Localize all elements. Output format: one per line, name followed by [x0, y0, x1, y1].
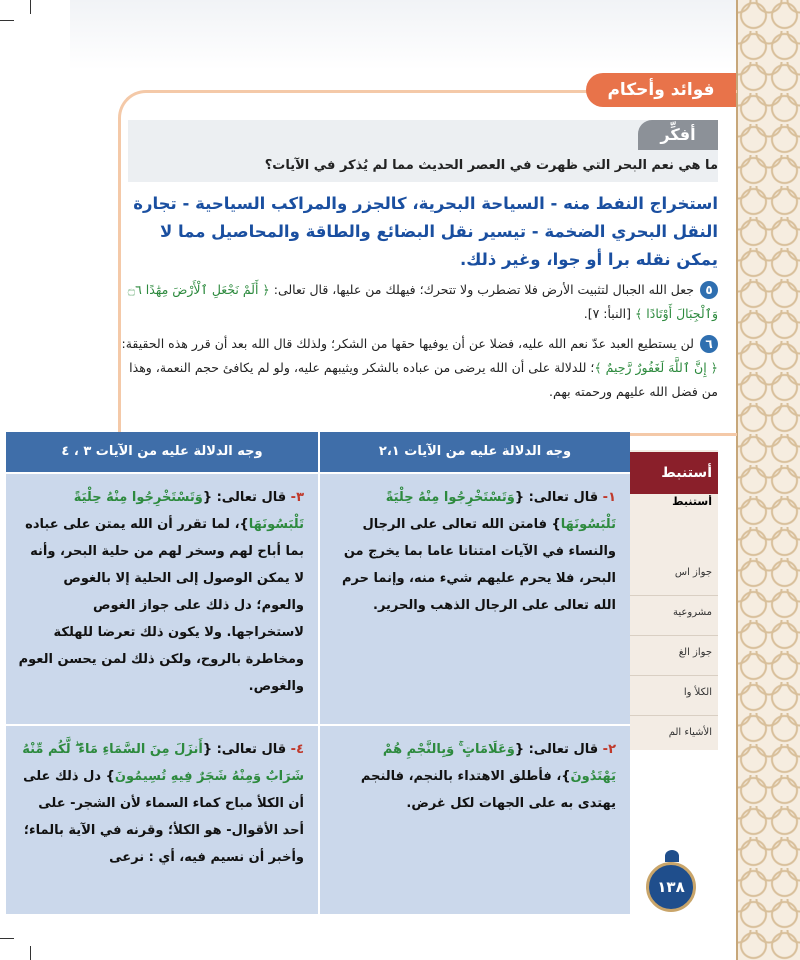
side-activity-row — [622, 675, 718, 716]
decorative-border — [736, 0, 800, 960]
crop-mark — [30, 0, 31, 14]
point-text-after: ؛ للدلالة على أن الله يرضى من عباده بالشكر ويثيبهم عليه، ولو لم يكافئ حجم النعمة، وهذا من فضل الله عليهم ورحمته بهم. — [129, 360, 718, 399]
page-number: ١٣٨ — [646, 862, 696, 912]
table-cell — [6, 726, 318, 914]
think-answer: استخراج النفط منه - السياحة البحرية، كالجزر والمراكب السياحية - تجارة النقل البحري الضخمة - تيسير نقل البضائع والطاقة والمحاصيل مما لا يمكن نقله برا أو جوا، وغير ذلك. — [133, 194, 718, 269]
side-row-label: الكلأ وا — [683, 687, 712, 698]
side-activity-row — [622, 595, 718, 636]
quran-verse: وَعَلَامَاتٍ ۚ وَبِالنَّجْمِ هُمْ يَهْتَدُونَ — [382, 742, 616, 784]
cell-body: }، لما تقرر أن الله يمتن على عباده بما أباح لهم وسخر لهم من حلية البحر، وأنه لا يمكن الوصول إلى الحلية إلا بالغوص والعوم؛ دل ذلك على جواز الغوص لاستخراجها. ولا يكون ذلك تعرضا للهلكة ومخاطرة بالروح، ولكن ذلك لمن يحسن العوم والغوص. — [18, 517, 304, 694]
cell-lead: قال تعالى: { — [202, 742, 291, 757]
cell-number: ٤- — [290, 742, 304, 757]
crop-mark — [0, 20, 14, 21]
evidence-table — [6, 432, 630, 914]
crop-mark — [30, 946, 31, 960]
cell-number: ٢- — [602, 742, 616, 757]
table-cell — [6, 474, 318, 724]
table-cell — [320, 726, 630, 914]
side-footer-label: الأشياء الم — [668, 727, 712, 738]
quran-verse: ﴿ إِنَّ ٱللَّهَ لَغَفُورٌ رَّحِيمٌ ﴾ — [594, 360, 718, 375]
side-activity-row — [622, 635, 718, 676]
table-cell — [320, 474, 630, 724]
side-activity-subtitle: أستنبط — [672, 495, 712, 508]
page-number-ornament — [665, 850, 679, 862]
side-activity-title: أستنبط — [622, 452, 718, 494]
quran-verse: وَتَسْتَخْرِجُوا مِنْهُ حِلْيَةً تَلْبَسُونَهَا — [385, 490, 616, 532]
cell-lead: قال تعالى: { — [202, 490, 291, 505]
page-top-shade — [70, 0, 736, 70]
crop-mark — [0, 938, 14, 939]
side-activity-footer — [622, 715, 718, 755]
cell-number: ١- — [602, 490, 616, 505]
point-item — [118, 278, 718, 326]
point-text: جعل الله الجبال لتثبيت الأرض فلا تضطرب ولا تتحرك؛ فيهلك من عليها، قال تعالى: — [269, 282, 694, 297]
side-row-label: جواز اس — [674, 567, 712, 578]
side-row-label: مشروعية — [673, 607, 712, 618]
point-reference: [النبأ: ٧]. — [583, 306, 635, 321]
point-item — [118, 332, 718, 404]
point-number: ٥ — [700, 281, 718, 299]
cell-body: }، فأطلق الاهتداء بالنجم، فالنجم يهتدى به على الجهات لكل غرض. — [360, 769, 616, 811]
side-row-label: جواز الغ — [678, 647, 712, 658]
cell-body: } فامتن الله تعالى على الرجال والنساء في الآيات امتنانا عاما بما يخرج من البحر، فلا يحرم عليهم شيء منه، وإنما حرم الله تعالى على الرجال الذهب والحرير. — [342, 517, 616, 613]
think-label: أفكِّر — [638, 120, 718, 150]
cell-number: ٣- — [290, 490, 304, 505]
quran-verse: وَتَسْتَخْرِجُوا مِنْهُ حِلْيَةً تَلْبَسُونَهَا — [73, 490, 304, 532]
cell-lead: قال تعالى: { — [514, 490, 603, 505]
quran-verse: ﴿ أَلَمْ نَجْعَلِ ٱلْأَرْضَ مِهَٰدًا ۝٦ وَٱلْجِبَالَ أَوْتَادًا ﴾ — [127, 282, 718, 321]
table-header: وجه الدلالة عليه من الآيات ٢،١ — [320, 432, 630, 472]
cell-body: } دل ذلك على أن الكلأ مباح كماء السماء لأن الشجر- على أحد الأقوال- هو الكلأ؛ وقرنه في الآية بالماء؛ وأخبر أن نسيم فيه، أي : نرعى — [23, 769, 304, 865]
quran-verse: أَنزَلَ مِنَ السَّمَاءِ مَاءً ۖ لَّكُم مِّنْهُ شَرَابٌ وَمِنْهُ شَجَرٌ فِيهِ تُسِيمُونَ — [22, 742, 304, 784]
table-header: وجه الدلالة عليه من الآيات ٣ ، ٤ — [6, 432, 318, 472]
point-number: ٦ — [700, 335, 718, 353]
section-title: فوائد وأحكام — [586, 73, 736, 107]
side-activity-row — [622, 555, 718, 596]
cell-lead: قال تعالى: { — [514, 742, 603, 757]
think-question: ما هي نعم البحر التي ظهرت في العصر الحديث مما لم يُذكر في الآيات؟ — [264, 158, 718, 173]
point-text: لن يستطيع العبد عدّ نعم الله عليه، فضلا عن أن يوفيها حقها من الشكر؛ ولذلك قال الله بعد أن قرر هذه الحقيقة: — [121, 336, 694, 351]
